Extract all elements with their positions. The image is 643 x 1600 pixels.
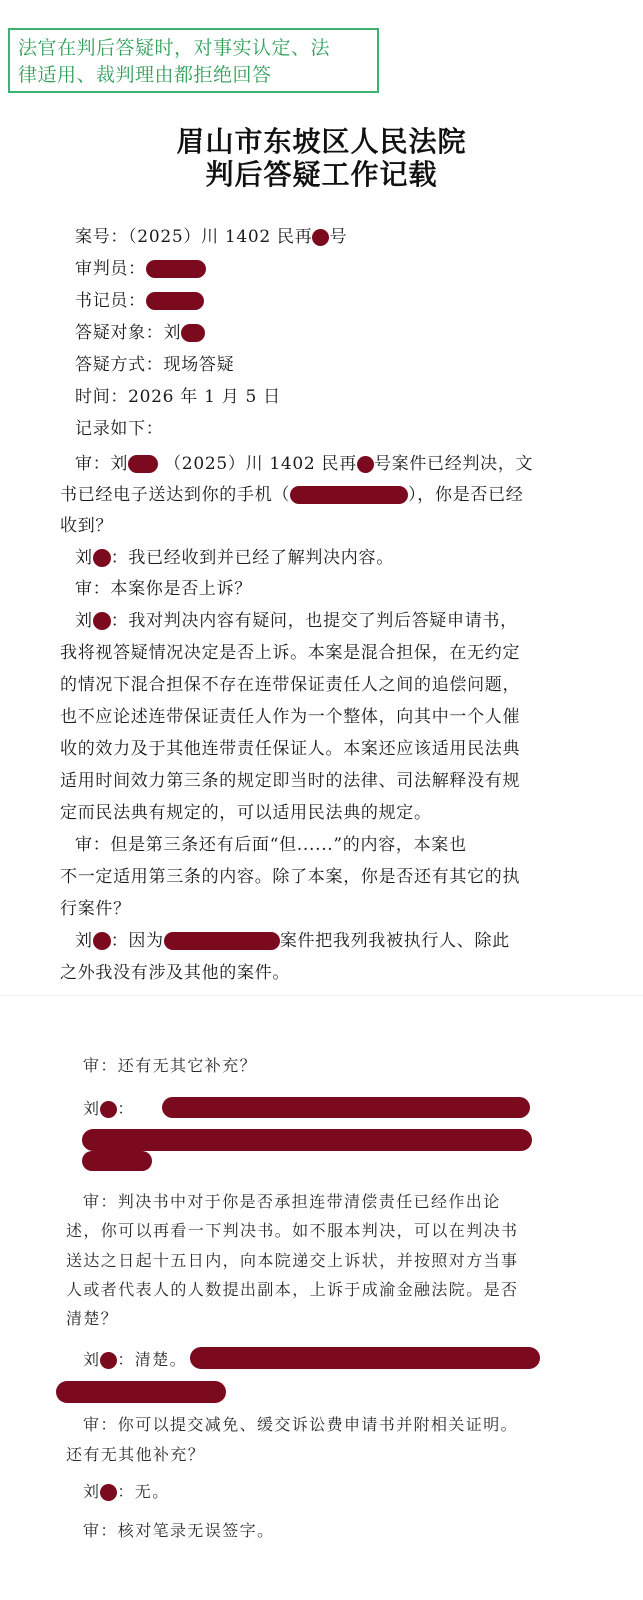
redaction-mark	[290, 486, 408, 504]
annotation-box	[8, 28, 379, 93]
record-intro: 记录如下：	[75, 419, 164, 439]
redaction-bar	[56, 1381, 226, 1403]
answer-1: 刘 ：我已经收到并已经了解判决内容。	[75, 548, 394, 568]
case-number-line: 案号：（2025）川 1402 民再 号	[75, 227, 348, 247]
redaction-mark	[100, 1101, 117, 1118]
answer-5-line-1: 刘 ：清楚。	[83, 1350, 188, 1369]
redaction-mark	[93, 612, 111, 630]
redaction-mark	[100, 1352, 117, 1369]
document-subtitle: 判后答疑工作记载	[205, 158, 438, 191]
question-4: 审：还有无其它补充？	[83, 1056, 258, 1075]
annotation-line-2: 律适用、裁判理由都拒绝回答	[18, 64, 272, 86]
answer-2-line-5: 收的效力及于其他连带责任保证人。本案还应该适用民法典	[60, 739, 521, 759]
redaction-mark	[312, 229, 329, 246]
question-5-line-5: 清楚？	[66, 1309, 119, 1328]
question-3-line-1: 审：但是第三条还有后面“但......”的内容，本案也	[75, 835, 467, 855]
question-7: 审：核对笔录无误签字。	[83, 1521, 275, 1540]
answer-2-line-4: 也不应论述连带保证责任人作为一个整体，向其中一个人催	[60, 707, 521, 727]
question-1-line-1: 审：刘 （2025）川 1402 民再 号案件已经判决，文	[75, 454, 534, 474]
judge-line: 审判员：	[75, 254, 206, 284]
question-2: 审：本案你是否上诉？	[75, 579, 252, 599]
answer-4-line-1: 刘 ：	[83, 1099, 135, 1118]
question-3-line-2: 不一定适用第三条的内容。除了本案，你是否还有其它的执	[60, 867, 521, 887]
question-5-line-3: 送达之日起十五日内，向本院递交上诉状，并按照对方当事	[66, 1251, 519, 1270]
redaction-mark	[146, 292, 204, 310]
document-title: 眉山市东坡区人民法院	[176, 125, 467, 158]
redaction-bar	[82, 1151, 152, 1171]
redaction-bar	[190, 1347, 540, 1369]
answer-2-line-6: 适用时间效力第三条的规定即当时的法律、司法解释没有规	[60, 771, 521, 791]
redaction-mark	[93, 932, 111, 950]
redaction-bar	[82, 1129, 532, 1151]
question-1-line-3: 收到？	[60, 516, 114, 536]
redaction-mark	[128, 455, 158, 473]
answer-2-line-1: 刘 ：我对判决内容有疑问，也提交了判后答疑申请书，	[75, 611, 518, 631]
time-line: 时间：2026 年 1 月 5 日	[75, 387, 281, 407]
method-line: 答疑方式：现场答疑	[75, 355, 235, 375]
redaction-mark	[93, 549, 111, 567]
answer-6: 刘 ：无。	[83, 1482, 170, 1501]
answer-3-line-1: 刘 ：因为 案件把我列我被执行人、除此	[75, 931, 510, 951]
redaction-mark	[181, 324, 205, 342]
question-6-line-1: 审：你可以提交减免、缓交诉讼费申请书并附相关证明。	[83, 1415, 519, 1434]
redaction-mark	[357, 456, 374, 473]
redaction-mark	[146, 260, 206, 278]
question-3-line-3: 行案件？	[60, 899, 131, 919]
answer-2-line-2: 我将视答疑情况决定是否上诉。本案是混合担保，在无约定	[60, 643, 521, 663]
question-6-line-2: 还有无其他补充？	[66, 1445, 206, 1464]
question-1-line-2: 书已经电子送达到你的手机（ ），你是否已经	[60, 485, 524, 505]
question-5-line-2: 述，你可以再看一下判决书。如不服本判决，可以在判决书	[66, 1221, 519, 1240]
answer-2-line-3: 的情况下混合担保不存在连带保证责任人之间的追偿问题，	[60, 675, 521, 695]
clerk-line: 书记员：	[75, 286, 204, 316]
redaction-bar	[162, 1097, 530, 1118]
question-5-line-1: 审：判决书中对于你是否承担连带清偿责任已经作出论	[83, 1192, 501, 1211]
target-line: 答疑对象：刘	[75, 318, 205, 348]
redaction-mark	[100, 1484, 117, 1501]
page-divider	[0, 995, 643, 996]
question-5-line-4: 人或者代表人的人数提出副本，上诉于成渝金融法院。是否	[66, 1280, 519, 1299]
answer-3-line-2: 之外我没有涉及其他的案件。	[60, 963, 291, 983]
answer-2-line-7: 定而民法典有规定的，可以适用民法典的规定。	[60, 803, 432, 823]
annotation-line-1: 法官在判后答疑时，对事实认定、法	[18, 37, 331, 59]
redaction-mark	[164, 932, 280, 950]
